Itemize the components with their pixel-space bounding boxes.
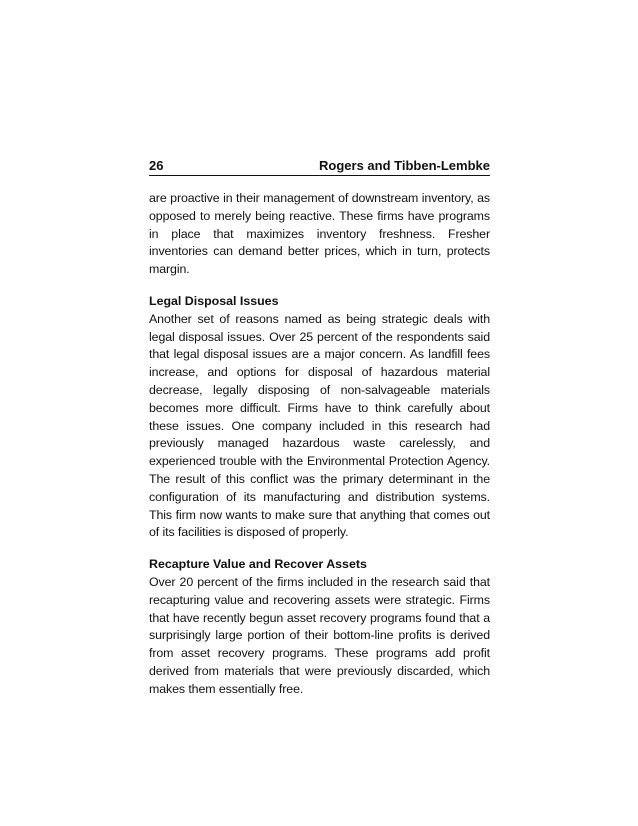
section-body: Another set of reasons named as being strategic deals with legal disposal issues. Over 25 percent of the respondents said that legal disposal issues are a major concern. As landfill fees increase, and options for disposal of hazardous material decrease, legally disposing of non-salvageable materials becomes more difficult. Firms have to think carefully about these issues. One company included in this research had previously managed hazardous waste carelessly, and experienced trouble with the Environmental Protection Agency. The result of this conflict was the primary determinant in the configuration of its manufacturing and distribution systems. This firm now wants to make sure that anything that comes out of its facilities is disposed of properly. bbox=[149, 311, 490, 540]
running-title: Rogers and Tibben-Lembke bbox=[319, 158, 490, 173]
section-body: Over 20 percent of the firms included in the research said that recapturing value and recovering assets were strategic. Firms that have recently begun asset recovery programs found that a surprisingly large portion of their bottom-line profits is derived from asset recovery programs. These programs add profit derived from materials that were previously discarded, which makes them essentially free. bbox=[149, 574, 490, 696]
document-page bbox=[149, 158, 490, 699]
section-recapture-value bbox=[149, 556, 490, 698]
page-number: 26 bbox=[149, 158, 164, 173]
running-header bbox=[149, 158, 490, 176]
section-heading: Legal Disposal Issues bbox=[149, 293, 279, 308]
intro-paragraph: are proactive in their management of downstream inventory, as opposed to merely being reactive. These firms have programs in place that maximizes inventory freshness. Fresher inventories can demand better prices, which in turn, protects margin. bbox=[149, 191, 490, 277]
section-heading: Recapture Value and Recover Assets bbox=[149, 557, 367, 572]
section-legal-disposal bbox=[149, 293, 490, 542]
